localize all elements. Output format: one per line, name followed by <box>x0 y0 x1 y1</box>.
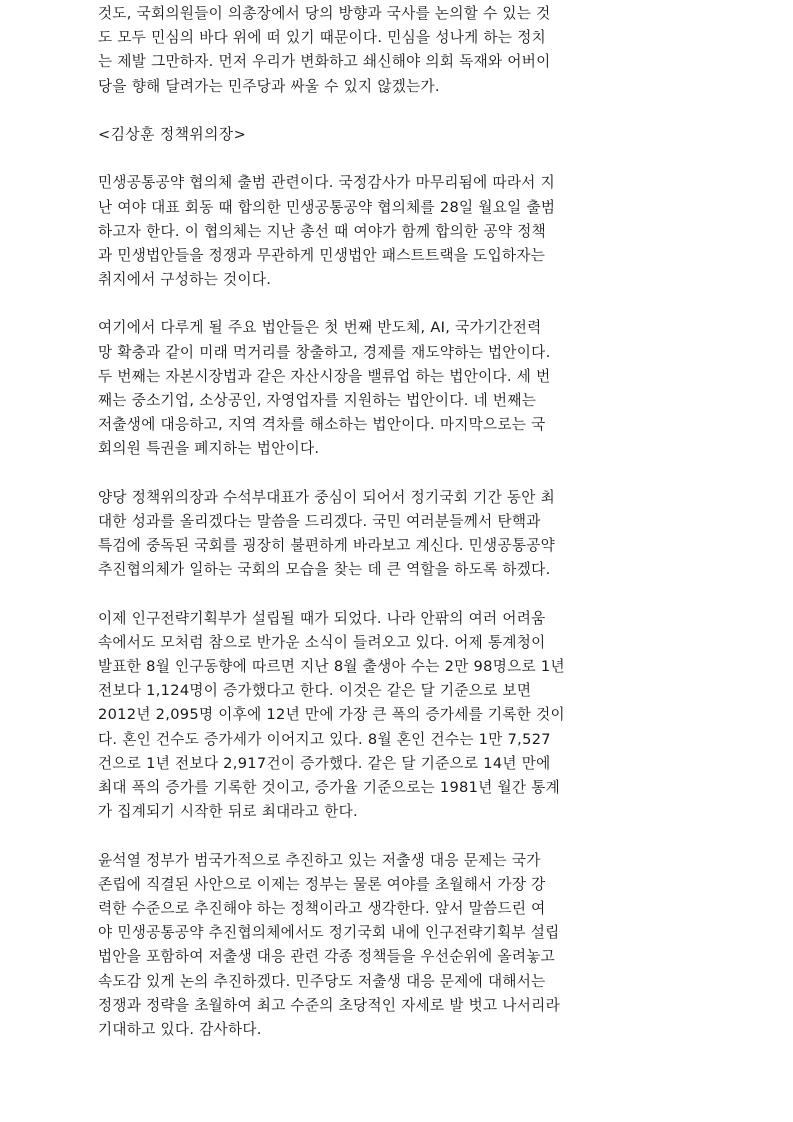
text-line: 저출생에 대응하고, 지역 격차를 해소하는 법안이다. 마지막으로는 국 <box>98 416 546 434</box>
paragraph-gap <box>98 292 698 316</box>
text-line: 째는 중소기업, 소상공인, 자영업자를 지원하는 법안이다. 네 번째는 <box>98 392 537 409</box>
text-line: 발표한 8월 인구동향에 따르면 지난 8월 출생아 수는 2만 98명으로 1년 <box>98 658 565 676</box>
text-line: 는 제발 그만하자. 먼저 우리가 변화하고 쇄신해야 의회 독재와 어버이 <box>98 53 551 71</box>
speaker-heading <box>98 123 698 147</box>
paragraph <box>98 849 698 1043</box>
paragraph-gap <box>98 824 698 848</box>
text-line: 2012년 2,095명 이후에 12년 만에 가장 큰 폭의 증가세를 기록한 것이 <box>98 706 565 724</box>
text-line: 두 번째는 자본시장법과 같은 자산시장을 밸류업 하는 법안이다. 세 번 <box>98 367 551 385</box>
paragraph <box>98 171 698 292</box>
paragraph-gap <box>98 147 698 171</box>
text-line: 여기에서 다루게 될 주요 법안들은 첫 번째 반도체, AI, 국가기간전력 <box>98 319 542 337</box>
text-line: <김상훈 정책위의장> <box>98 125 247 143</box>
text-line: 가 집계되기 시작한 뒤로 최대라고 한다. <box>98 803 358 821</box>
text-line: 정쟁과 정략을 초월하여 최고 수준의 초당적인 자세로 발 벗고 나서리라 <box>98 996 560 1014</box>
text-line: 회의원 특권을 폐지하는 법안이다. <box>98 440 320 458</box>
paragraph-gap <box>98 583 698 607</box>
text-line: 도 모두 민심의 바다 위에 떠 있기 때문이다. 민심을 성나게 하는 정치 <box>98 29 547 47</box>
text-line: 윤석열 정부가 범국가적으로 추진하고 있는 저출생 대응 문제는 국가 <box>98 851 541 869</box>
text-line: 망 확충과 같이 미래 먹거리를 창출하고, 경제를 재도약하는 법안이다. <box>98 343 551 361</box>
paragraph <box>98 607 698 825</box>
text-line: 건으로 1년 전보다 2,917건이 증가했다. 같은 달 기준으로 14년 만에 <box>98 754 551 772</box>
text-line: 다. 혼인 건수도 증가세가 이어지고 있다. 8월 혼인 건수는 1만 7,527 <box>98 730 551 748</box>
text-line: 과 민생법안들을 정쟁과 무관하게 민생법안 패스트트랙을 도입하자는 <box>98 246 546 264</box>
text-line: 것도, 국회의원들이 의총장에서 당의 방향과 국사를 논의할 수 있는 것 <box>98 5 551 22</box>
text-line: 속에서도 모처럼 참으로 반가운 소식이 들려오고 있다. 어제 통계청이 <box>98 633 546 651</box>
text-line: 민생공통공약 협의체 출범 관련이다. 국정감사가 마무리됨에 따라서 지 <box>98 174 556 192</box>
text-line: 추진협의체가 일하는 국회의 모습을 찾는 데 큰 역할을 하도록 하겠다. <box>98 561 551 579</box>
text-line: 전보다 1,124명이 증가했다고 한다. 이것은 같은 달 기준으로 보면 <box>98 682 532 700</box>
text-line: 최대 폭의 증가를 기록한 것이고, 증가율 기준으로는 1981년 월간 통계 <box>98 779 561 796</box>
paragraph <box>98 2 698 99</box>
paragraph <box>98 316 698 461</box>
text-line: 특검에 중독된 국회를 굉장히 불편하게 바라보고 계신다. 민생공통공약 <box>98 537 556 555</box>
paragraph-gap <box>98 462 698 486</box>
paragraph <box>98 486 698 583</box>
text-line: 이제 인구전략기획부가 설립될 때가 되었다. 나라 안팎의 여러 어려움 <box>98 609 546 627</box>
text-line: 하고자 한다. 이 협의체는 지난 총선 때 여야가 함께 합의한 공약 정책 <box>98 222 547 240</box>
text-line: 법안을 포함하여 저출생 대응 관련 각종 정책들을 우선순위에 올려놓고 <box>98 948 556 966</box>
text-line: 대한 성과를 올리겠다는 말씀을 드리겠다. 국민 여러분들께서 탄핵과 <box>98 512 541 530</box>
document-page <box>98 0 698 1042</box>
text-line: 력한 수준으로 추진해야 하는 정책이라고 생각한다. 앞서 말씀드린 여 <box>98 899 546 917</box>
text-line: 속도감 있게 논의 추진하겠다. 민주당도 저출생 대응 문제에 대해서는 <box>98 972 546 990</box>
paragraph-gap <box>98 99 698 123</box>
text-line: 기대하고 있다. 감사하다. <box>98 1020 262 1038</box>
text-line: 난 여야 대표 회동 때 합의한 민생공통공약 협의체를 28일 월요일 출범 <box>98 198 556 216</box>
text-line: 존립에 직결된 사안으로 이제는 정부는 물론 여야를 초월해서 가장 강 <box>98 875 546 893</box>
text-line: 양당 정책위의장과 수석부대표가 중심이 되어서 정기국회 기간 동안 최 <box>98 488 556 506</box>
document-body <box>98 0 698 1042</box>
text-line: 당을 향해 달려가는 민주당과 싸울 수 있지 않겠는가. <box>98 77 440 95</box>
text-line: 야 민생공통공약 추진협의체에서도 정기국회 내에 인구전략기획부 설립 <box>98 924 560 942</box>
text-line: 취지에서 구성하는 것이다. <box>98 271 272 289</box>
